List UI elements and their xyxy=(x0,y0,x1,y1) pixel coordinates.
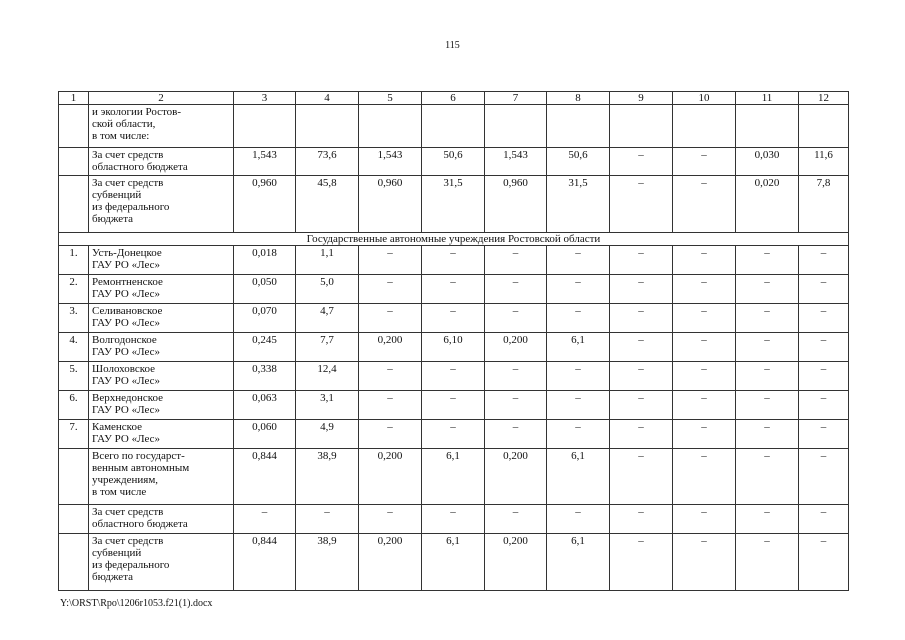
value-cell: 0,338 xyxy=(234,362,296,391)
row-number-cell xyxy=(59,534,89,591)
row-name-cell: Селивановское ГАУ РО «Лес» xyxy=(89,304,234,333)
value-cell xyxy=(422,105,485,148)
data-table xyxy=(58,91,849,591)
table-row xyxy=(59,246,849,275)
value-cell: 11,6 xyxy=(799,148,849,176)
value-cell: 45,8 xyxy=(296,176,359,233)
value-cell: 4,7 xyxy=(296,304,359,333)
value-cell: – xyxy=(736,391,799,420)
value-cell: 7,7 xyxy=(296,333,359,362)
value-cell: 50,6 xyxy=(547,148,610,176)
value-cell: – xyxy=(296,505,359,534)
value-cell: – xyxy=(673,420,736,449)
value-cell: 1,543 xyxy=(359,148,422,176)
value-cell: 38,9 xyxy=(296,449,359,505)
column-number-cell: 12 xyxy=(799,92,849,105)
table-row xyxy=(59,148,849,176)
value-cell: – xyxy=(610,333,673,362)
header-row xyxy=(59,92,849,105)
value-cell: 0,018 xyxy=(234,246,296,275)
row-number-cell: 1. xyxy=(59,246,89,275)
row-name-cell: За счет средств субвенций из федерального бюджета xyxy=(89,176,234,233)
value-cell: – xyxy=(736,420,799,449)
value-cell xyxy=(547,105,610,148)
value-cell: – xyxy=(673,246,736,275)
value-cell: – xyxy=(736,333,799,362)
value-cell: 0,844 xyxy=(234,449,296,505)
table-body xyxy=(59,92,849,591)
row-number-cell: 5. xyxy=(59,362,89,391)
value-cell: – xyxy=(610,391,673,420)
value-cell: – xyxy=(673,534,736,591)
value-cell: – xyxy=(799,246,849,275)
value-cell: – xyxy=(799,505,849,534)
value-cell: 1,543 xyxy=(485,148,547,176)
value-cell: 0,030 xyxy=(736,148,799,176)
value-cell: – xyxy=(673,304,736,333)
table-row xyxy=(59,449,849,505)
value-cell: – xyxy=(485,246,547,275)
row-name-cell: Верхнедонское ГАУ РО «Лес» xyxy=(89,391,234,420)
row-number-cell: 7. xyxy=(59,420,89,449)
value-cell: 0,200 xyxy=(359,449,422,505)
value-cell: – xyxy=(547,391,610,420)
row-name-cell: За счет средств субвенций из федерального бюджета xyxy=(89,534,234,591)
value-cell: – xyxy=(673,333,736,362)
value-cell: 0,020 xyxy=(736,176,799,233)
value-cell: 31,5 xyxy=(547,176,610,233)
value-cell: – xyxy=(673,275,736,304)
value-cell: – xyxy=(673,505,736,534)
table-row xyxy=(59,391,849,420)
value-cell: – xyxy=(234,505,296,534)
table-row xyxy=(59,275,849,304)
value-cell: – xyxy=(485,304,547,333)
table-row xyxy=(59,362,849,391)
row-name-cell: Шолоховское ГАУ РО «Лес» xyxy=(89,362,234,391)
table-row xyxy=(59,505,849,534)
row-number-cell xyxy=(59,176,89,233)
value-cell: 0,245 xyxy=(234,333,296,362)
value-cell: 0,960 xyxy=(359,176,422,233)
file-path-footer: Y:\ORST\Rpo\1206r1053.f21(1).docx xyxy=(60,598,213,609)
column-number-cell: 11 xyxy=(736,92,799,105)
value-cell: 0,200 xyxy=(359,534,422,591)
value-cell: – xyxy=(359,304,422,333)
row-number-cell xyxy=(59,449,89,505)
value-cell: 38,9 xyxy=(296,534,359,591)
table-row xyxy=(59,304,849,333)
value-cell: – xyxy=(610,505,673,534)
value-cell: – xyxy=(736,275,799,304)
value-cell: – xyxy=(736,505,799,534)
value-cell: – xyxy=(673,449,736,505)
value-cell: – xyxy=(359,420,422,449)
value-cell: – xyxy=(485,362,547,391)
value-cell: – xyxy=(547,505,610,534)
value-cell: – xyxy=(736,304,799,333)
row-name-cell: Волгодонское ГАУ РО «Лес» xyxy=(89,333,234,362)
table-row xyxy=(59,534,849,591)
value-cell: – xyxy=(610,148,673,176)
value-cell: 0,063 xyxy=(234,391,296,420)
value-cell: 0,200 xyxy=(485,449,547,505)
row-name-cell: Усть-Донецкое ГАУ РО «Лес» xyxy=(89,246,234,275)
row-name-cell: и экологии Ростов- ской области, в том числе: xyxy=(89,105,234,148)
value-cell: – xyxy=(485,505,547,534)
value-cell: – xyxy=(799,391,849,420)
row-name-cell: Всего по государст- венным автономным учреждениям, в том числе xyxy=(89,449,234,505)
value-cell: – xyxy=(610,246,673,275)
value-cell: – xyxy=(359,362,422,391)
column-number-cell: 2 xyxy=(89,92,234,105)
column-number-cell: 7 xyxy=(485,92,547,105)
value-cell: 7,8 xyxy=(799,176,849,233)
column-number-cell: 8 xyxy=(547,92,610,105)
value-cell: 0,200 xyxy=(359,333,422,362)
value-cell: – xyxy=(799,362,849,391)
value-cell: 0,200 xyxy=(485,333,547,362)
value-cell: – xyxy=(359,505,422,534)
section-title-cell: Государственные автономные учреждения Ростовской области xyxy=(59,233,849,246)
column-number-cell: 10 xyxy=(673,92,736,105)
section-row xyxy=(59,233,849,246)
value-cell: 31,5 xyxy=(422,176,485,233)
value-cell: – xyxy=(610,304,673,333)
row-name-cell: За счет средств областного бюджета xyxy=(89,148,234,176)
column-number-cell: 4 xyxy=(296,92,359,105)
value-cell: 0,060 xyxy=(234,420,296,449)
value-cell: – xyxy=(547,246,610,275)
table-row xyxy=(59,176,849,233)
page-number: 115 xyxy=(445,40,460,51)
value-cell: – xyxy=(422,362,485,391)
value-cell: – xyxy=(799,275,849,304)
value-cell: – xyxy=(799,534,849,591)
column-number-cell: 9 xyxy=(610,92,673,105)
value-cell: – xyxy=(359,275,422,304)
value-cell: 3,1 xyxy=(296,391,359,420)
row-number-cell: 6. xyxy=(59,391,89,420)
value-cell: – xyxy=(610,275,673,304)
value-cell: – xyxy=(610,420,673,449)
value-cell: 0,070 xyxy=(234,304,296,333)
value-cell: 0,200 xyxy=(485,534,547,591)
row-number-cell: 3. xyxy=(59,304,89,333)
value-cell xyxy=(234,105,296,148)
value-cell: – xyxy=(736,449,799,505)
value-cell: 6,1 xyxy=(547,449,610,505)
value-cell: – xyxy=(547,275,610,304)
value-cell: – xyxy=(673,391,736,420)
row-name-cell: За счет средств областного бюджета xyxy=(89,505,234,534)
value-cell: 1,543 xyxy=(234,148,296,176)
row-number-cell xyxy=(59,505,89,534)
value-cell: – xyxy=(359,246,422,275)
row-number-cell: 2. xyxy=(59,275,89,304)
value-cell: – xyxy=(610,449,673,505)
value-cell: 6,1 xyxy=(422,449,485,505)
value-cell: 6,1 xyxy=(547,333,610,362)
value-cell: 0,960 xyxy=(485,176,547,233)
value-cell: – xyxy=(485,391,547,420)
column-number-cell: 1 xyxy=(59,92,89,105)
value-cell: – xyxy=(485,275,547,304)
value-cell: 6,10 xyxy=(422,333,485,362)
value-cell: 4,9 xyxy=(296,420,359,449)
value-cell: – xyxy=(610,176,673,233)
value-cell xyxy=(673,105,736,148)
value-cell: 5,0 xyxy=(296,275,359,304)
value-cell: – xyxy=(422,246,485,275)
value-cell: 1,1 xyxy=(296,246,359,275)
value-cell: 6,1 xyxy=(422,534,485,591)
value-cell: – xyxy=(799,449,849,505)
value-cell: – xyxy=(485,420,547,449)
value-cell: – xyxy=(736,246,799,275)
value-cell xyxy=(736,105,799,148)
row-name-cell: Каменское ГАУ РО «Лес» xyxy=(89,420,234,449)
table-row xyxy=(59,420,849,449)
column-number-cell: 3 xyxy=(234,92,296,105)
value-cell xyxy=(799,105,849,148)
value-cell: – xyxy=(799,420,849,449)
value-cell: – xyxy=(673,176,736,233)
value-cell xyxy=(485,105,547,148)
row-number-cell: 4. xyxy=(59,333,89,362)
value-cell: – xyxy=(736,534,799,591)
row-number-cell xyxy=(59,105,89,148)
value-cell: – xyxy=(359,391,422,420)
table-row xyxy=(59,333,849,362)
value-cell: – xyxy=(422,275,485,304)
row-name-cell: Ремонтненское ГАУ РО «Лес» xyxy=(89,275,234,304)
value-cell: – xyxy=(547,304,610,333)
value-cell: 12,4 xyxy=(296,362,359,391)
table-row xyxy=(59,105,849,148)
value-cell: – xyxy=(673,148,736,176)
value-cell: – xyxy=(610,362,673,391)
value-cell: – xyxy=(799,333,849,362)
value-cell: – xyxy=(422,391,485,420)
value-cell: – xyxy=(547,420,610,449)
value-cell: 73,6 xyxy=(296,148,359,176)
value-cell xyxy=(359,105,422,148)
value-cell: 0,050 xyxy=(234,275,296,304)
value-cell: 0,844 xyxy=(234,534,296,591)
value-cell: 50,6 xyxy=(422,148,485,176)
value-cell: – xyxy=(736,362,799,391)
column-number-cell: 6 xyxy=(422,92,485,105)
value-cell xyxy=(610,105,673,148)
value-cell: 0,960 xyxy=(234,176,296,233)
value-cell: – xyxy=(673,362,736,391)
value-cell: – xyxy=(422,505,485,534)
value-cell xyxy=(296,105,359,148)
value-cell: – xyxy=(610,534,673,591)
value-cell: 6,1 xyxy=(547,534,610,591)
column-number-cell: 5 xyxy=(359,92,422,105)
value-cell: – xyxy=(422,420,485,449)
row-number-cell xyxy=(59,148,89,176)
value-cell: – xyxy=(799,304,849,333)
value-cell: – xyxy=(422,304,485,333)
value-cell: – xyxy=(547,362,610,391)
